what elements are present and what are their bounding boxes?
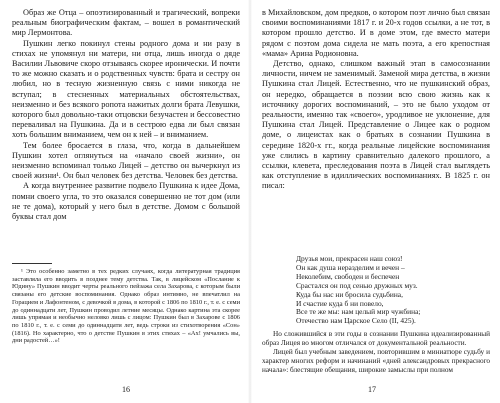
right-page-body (262, 8, 490, 192)
page-number: 16 (122, 385, 130, 394)
poem-line: Неколебим, свободен и беспечен (296, 271, 400, 281)
left-page-body (12, 8, 240, 222)
paragraph: в Михайловском, дом предков, о котором поэт лично был связан своими воспоминаниями 1817 г. и 20-х годов ссылки, а не тот, в котором прошло детство. И в доме этом, где вместо матери рядом с поэтом дома сидела не мать поэта, а его крепостная «мама» Арина Родионовна. (262, 8, 490, 58)
poem-line: Куда бы нас ни бросила судьбина, (296, 289, 403, 299)
poem-line: Он как душа неразделим и вечен – (296, 262, 405, 272)
poem-line: Все те же мы: нам целый мир чужбина; (296, 307, 421, 317)
paragraph: Образ же Отца – опоэтизированный и трагический, вопреки реальным биографическим фактам, – вошел в романтический мир Лермонтова. (12, 8, 240, 38)
poem-line: И счастие куда б ни повело, (296, 298, 384, 308)
right-page (250, 0, 500, 403)
paragraph: Тем более бросается в глаза, что, когда в дальнейшем Пушкин хотел оглянуться на «начало своей жизни», он неизменно вспоминал только Лицей – детство он вычеркнул из своей жизни¹. Он был человек без детства. Человек без детства. (12, 140, 240, 181)
poem-line: Срастался он под сенью дружных муз. (296, 280, 418, 290)
paragraph: Но сложившийся в эти годы в сознании Пушкина идеализированный образ Лицея во многом отличался от документальной реальности. (262, 330, 490, 347)
footnote-rule (12, 263, 52, 264)
page-number: 17 (368, 385, 376, 394)
footnote-text: ¹ Это особенно заметно в тех редких случаях, когда литературная традиция заставляла его вводить в позднее тему детства. Так, в лицейском «Послание к Юдину» Пушкин вводит черты реального пейзажа села Захарова, с которым были связаны его детские воспоминания. Однако образ интимно, не впечатлил на Горацием и Лафонтеном, с девочкой в дома, в которой с 1806 по 1810 г., т. е. с семи до одиннадцати лет, Пушкин проводил летние месяцы. Однако картина эта скорее лишь упрямая и необычно неловко лишь с лицом: Пушкин был в Захарове с 1806 по 1810 г., т. е. с семи до одиннадцати лет, ведь строки из стихотворения «Сон» (1816). Но характерно, что о детстве Пушкин в этих стихах – «Ах! умчались вы, дни радостей…»! (12, 268, 240, 345)
poem-quote (296, 255, 496, 326)
poem-line: Друзья мои, прекрасен наш союз! (296, 254, 403, 263)
paragraph: А когда внутреннее развитие подвело Пушкина к идее Дома, помни своего угла, то это оказался совершенно не тот дом (или не те дома), который у него был в детстве. Домом с большой буквы стал дом (12, 181, 240, 222)
footnote (12, 268, 240, 345)
right-page-after-poem (262, 330, 490, 375)
paragraph: Пушкин легко покинул стены родного дома и ни разу в стихах не упомянул ни матери, ни отца, лишь иногда о дяде Василии Львовиче скоро отзываясь скорее иронически. И почти то же можно сказать и о родственных чувств: брата и сестру он любил, но в тесную жизненную связь с ними никогда не вступал; в стесненных материальных обстоятельствах, неизменно и без всякого ропота нажитых долги брата Левушки, которого был довольно-таки отцовски безучастен и бессовестно переваливал на Пушкина. Да и в сестрою едва ли был связан хоть большим вниманием, чем он к ней – и вниманием. (12, 38, 240, 140)
paragraph: Лицей был учебным заведением, повторившим в миниатюре судьбу и характер многих реформ и начинаний «дней александровых прекрасного начала»: блестящие обещания, широкие замыслы при полном (262, 347, 490, 374)
paragraph: Детство, однако, слишком важный этап в самосознании личности, ничем не заменимый. Заменой мира детства, в жизни Пушкина стал Лицей. Естественно, что не пушкинский образ, он нередко, обращается в поэзии всю свою жизнь как к источнику дорогих воспоминаний, – это не было уходом от реальности, именно так «своего», уродливое не уклонение, для Пушкина стал Лицей. Представление о Лицее как о родном доме, о лицеистах как о братьях в сознании Пушкина в середине 1820-х гг., когда реальные лицейские воспоминания уже слились в картину сравнительно далекого прошлого, а ссылки, клевета, преследования поэта в Лицей стал выглядеть как отступление в идиллических воспоминаниях. В 1825 г. он писал: (262, 59, 490, 191)
poem-line: Отечество нам Царское Село (II, 425). (296, 316, 416, 326)
